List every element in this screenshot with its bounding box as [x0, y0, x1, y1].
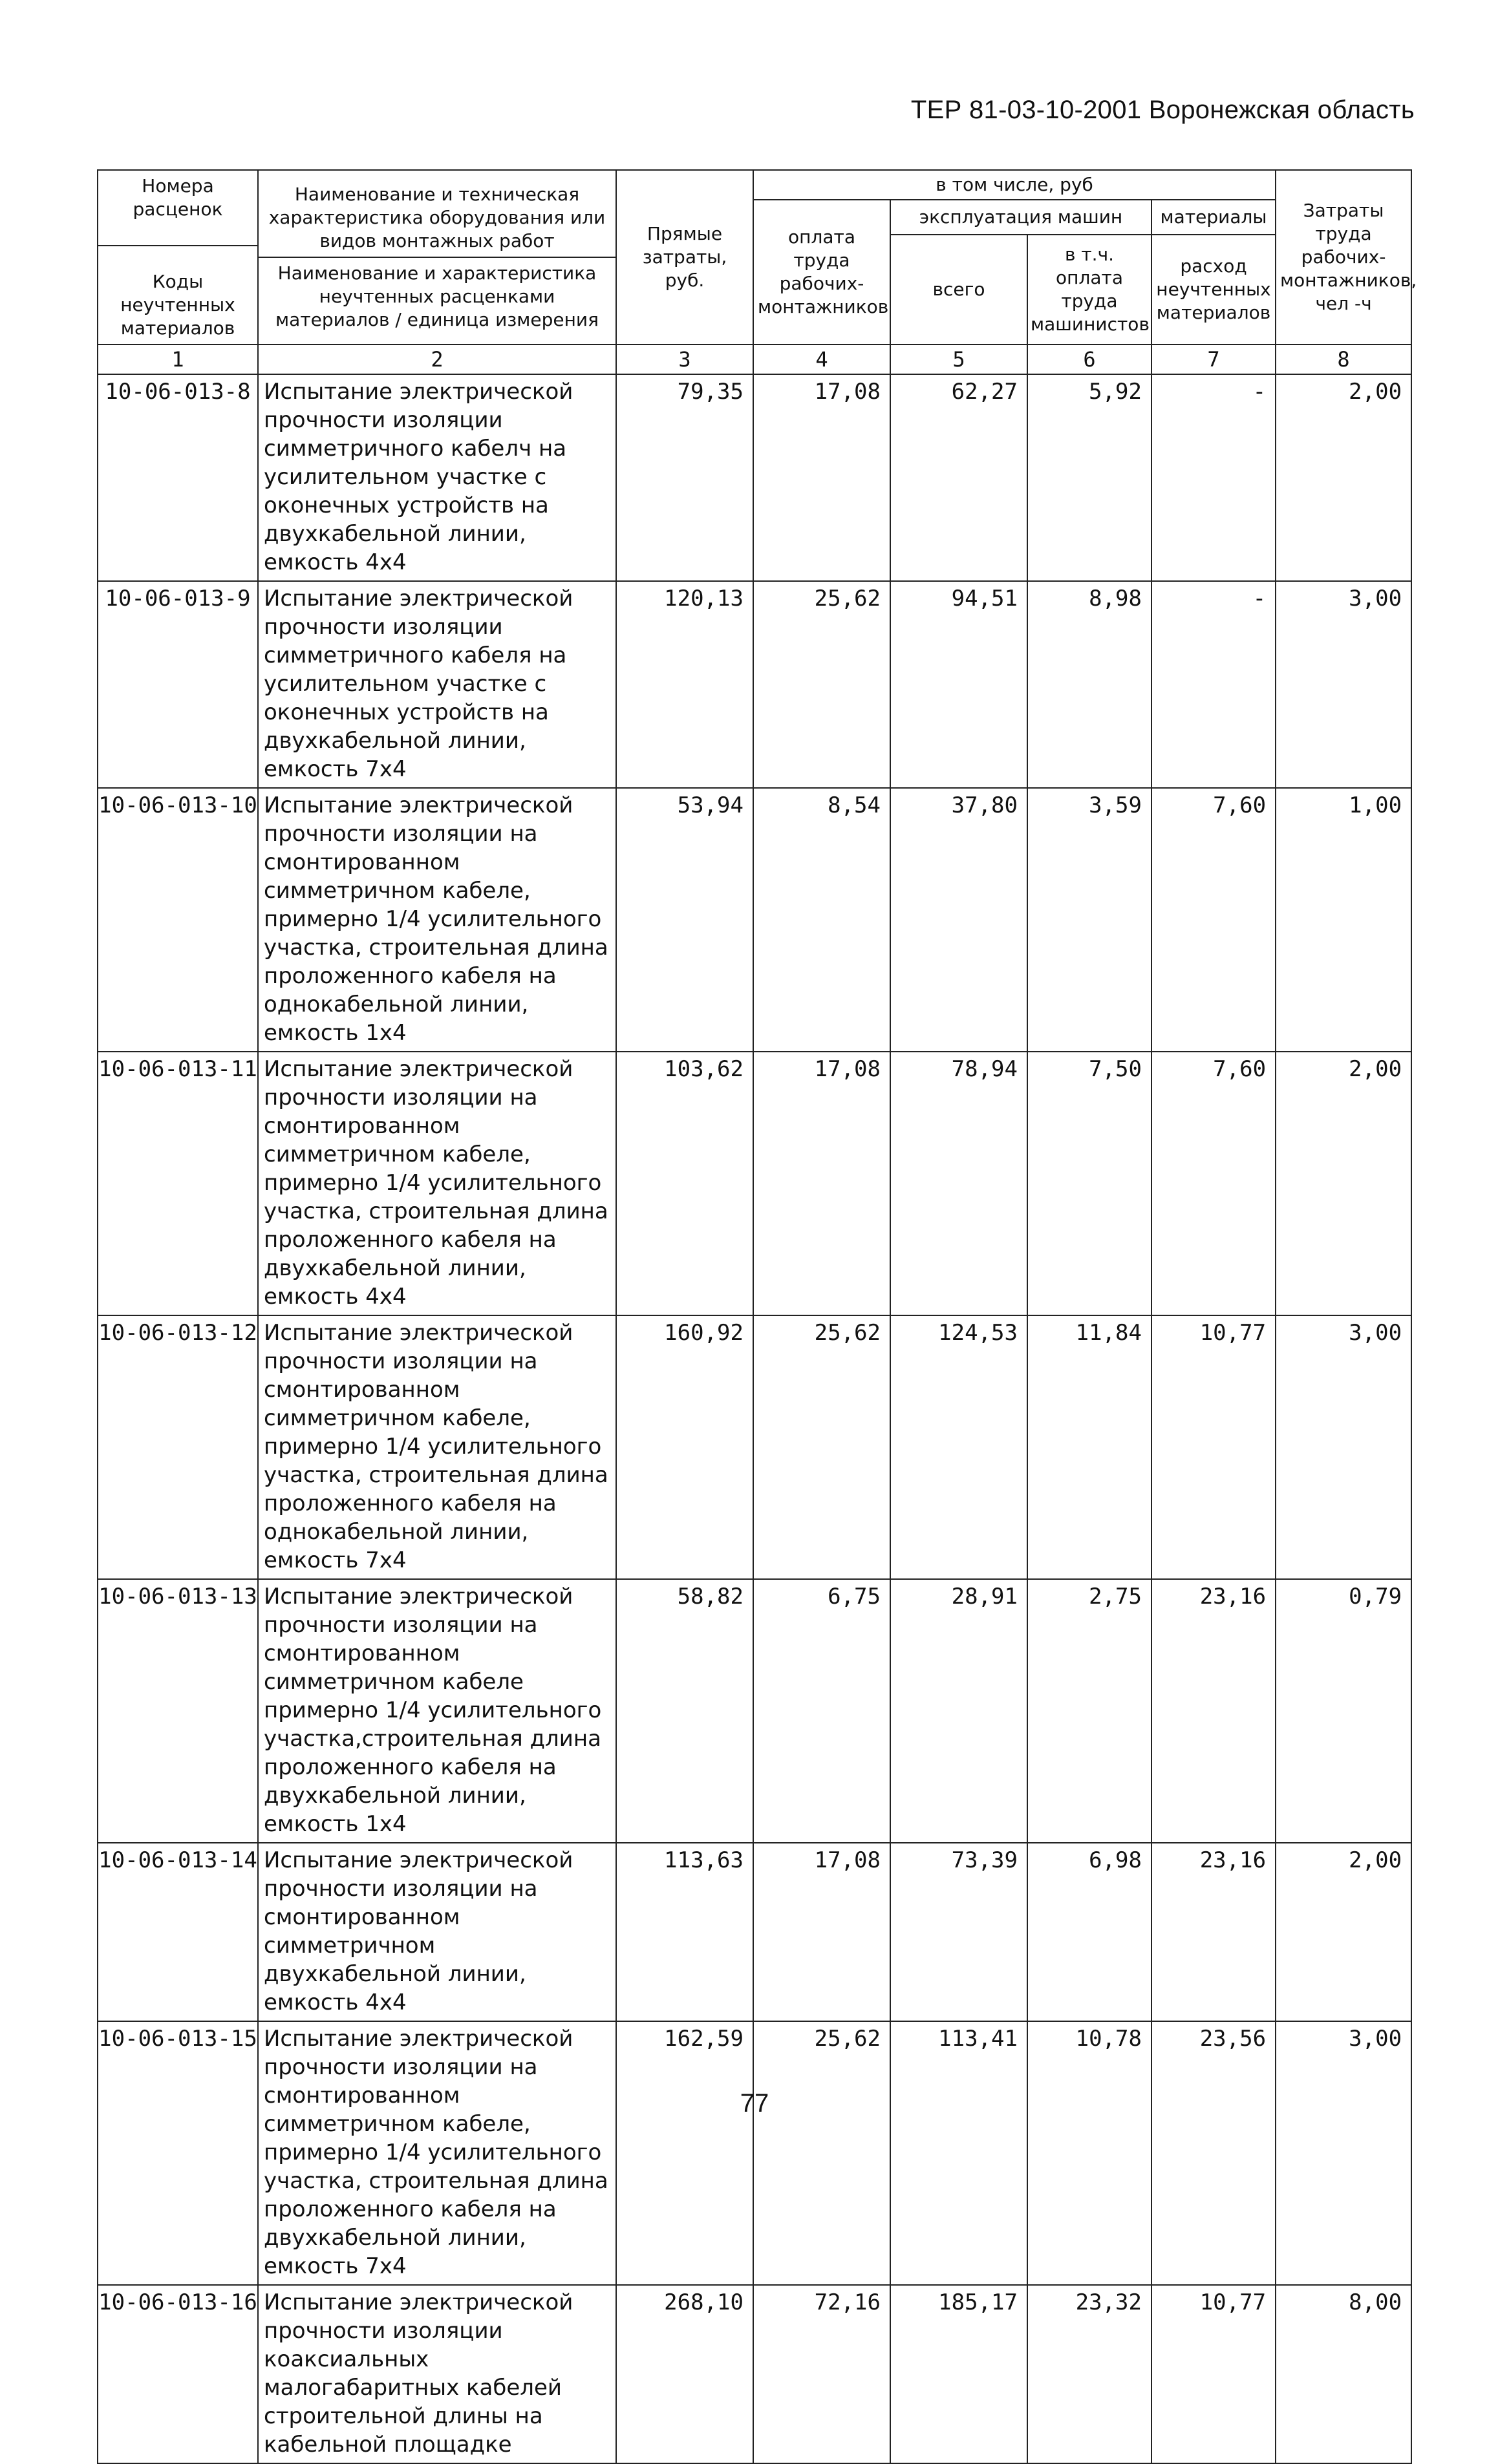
col-header-name-bottom: Наименование и характеристика неучтенных расценками материалов / единица измерения: [275, 262, 599, 330]
machinist-pay-value: 8,98: [1027, 581, 1151, 788]
labor-hours-value: 2,00: [1276, 374, 1411, 581]
col-number: 7: [1151, 345, 1276, 374]
machine-total-value: 62,27: [890, 374, 1027, 581]
table-row: [98, 1052, 1411, 1315]
table-row: [98, 788, 1411, 1052]
machinist-pay-value: 10,78: [1027, 2021, 1151, 2285]
labor-hours-value: 1,00: [1276, 788, 1411, 1052]
direct-costs-value: 58,82: [616, 1579, 753, 1843]
machine-total-value: 37,80: [890, 788, 1027, 1052]
table-row: [98, 1315, 1411, 1579]
rate-code: 10-06-013-8: [98, 374, 258, 581]
labor-hours-value: 0,79: [1276, 1579, 1411, 1843]
rate-code: 10-06-013-10: [98, 788, 258, 1052]
machinist-pay-value: 23,32: [1027, 2285, 1151, 2463]
col-number: 5: [890, 345, 1027, 374]
work-name: Испытание электрической прочности изоляции симметричного кабеля на усилительном участке с оконечных устройств на двухкабельной линии, емкость 7х4: [258, 581, 616, 788]
col-header-unaccounted-materials: расход неучтенных материалов: [1151, 235, 1276, 345]
machine-total-value: 124,53: [890, 1315, 1027, 1579]
col-header-labor-costs: Затраты труда рабочих-монтажников, чел -ч: [1276, 170, 1411, 345]
col-number: 3: [616, 345, 753, 374]
labor-hours-value: 3,00: [1276, 2021, 1411, 2285]
direct-costs-value: 120,13: [616, 581, 753, 788]
col-header-materials: материалы: [1151, 200, 1276, 235]
rate-code: 10-06-013-14: [98, 1843, 258, 2021]
col-header-name-top: Наименование и техническая характеристика оборудования или видов монтажных работ: [268, 184, 606, 251]
document-header-title: ТЕР 81-03-10-2001 Воронежская область: [910, 96, 1415, 124]
machinist-pay-value: 7,50: [1027, 1052, 1151, 1315]
col-header-including: в том числе, руб: [753, 170, 1276, 200]
col-header-machine-ops: эксплуатация машин: [890, 200, 1151, 235]
col-header-total: всего: [890, 235, 1027, 345]
rate-code: 10-06-013-15: [98, 2021, 258, 2285]
machinist-pay-value: 2,75: [1027, 1579, 1151, 1843]
work-name: Испытание электрической прочности изоляции на смонтированном симметричном двухкабельной линии, емкость 4х4: [258, 1843, 616, 2021]
machine-total-value: 113,41: [890, 2021, 1027, 2285]
rate-code: 10-06-013-9: [98, 581, 258, 788]
rate-code: 10-06-013-13: [98, 1579, 258, 1843]
work-name: Испытание электрической прочности изоляции на смонтированном симметричном кабеле, примерно 1/4 усилительного участка, строительная длина проложенного кабеля на двухкабельной линии, емкость 7х4: [258, 2021, 616, 2285]
machine-total-value: 185,17: [890, 2285, 1027, 2463]
machine-total-value: 78,94: [890, 1052, 1027, 1315]
labor-hours-value: 2,00: [1276, 1843, 1411, 2021]
table-row: [98, 2021, 1411, 2285]
table-row: [98, 581, 1411, 788]
table-row: [98, 2285, 1411, 2463]
labor-hours-value: 8,00: [1276, 2285, 1411, 2463]
machinist-pay-value: 3,59: [1027, 788, 1151, 1052]
col-number: 4: [753, 345, 890, 374]
col-number: 8: [1276, 345, 1411, 374]
direct-costs-value: 268,10: [616, 2285, 753, 2463]
labor-pay-value: 8,54: [753, 788, 890, 1052]
materials-value: 23,16: [1151, 1843, 1276, 2021]
col-header-material-codes: Коды неучтенных материалов: [120, 271, 235, 339]
labor-pay-value: 25,62: [753, 1315, 890, 1579]
col-number: 2: [258, 345, 616, 374]
machine-total-value: 94,51: [890, 581, 1027, 788]
work-name: Испытание электрической прочности изоляции на смонтированном симметричном кабеле, примерно 1/4 усилительного участка, строительная длина проложенного кабеля на однокабельной линии, емкость 1х4: [258, 788, 616, 1052]
direct-costs-value: 79,35: [616, 374, 753, 581]
materials-value: 7,60: [1151, 788, 1276, 1052]
labor-pay-value: 72,16: [753, 2285, 890, 2463]
col-header-rate-codes: [98, 170, 258, 345]
labor-pay-value: 25,62: [753, 581, 890, 788]
col-number: 1: [98, 345, 258, 374]
work-name: Испытание электрической прочности изоляции коаксиальных малогабаритных кабелей строительной длины на кабельной площадке: [258, 2285, 616, 2463]
col-header-labor-pay: оплата труда рабочих-монтажников: [753, 200, 890, 345]
col-header-name: [258, 170, 616, 345]
page-number: 77: [740, 2089, 769, 2118]
machine-total-value: 73,39: [890, 1843, 1027, 2021]
labor-hours-value: 3,00: [1276, 1315, 1411, 1579]
direct-costs-value: 160,92: [616, 1315, 753, 1579]
materials-value: 23,56: [1151, 2021, 1276, 2285]
direct-costs-value: 103,62: [616, 1052, 753, 1315]
materials-value: 10,77: [1151, 2285, 1276, 2463]
machinist-pay-value: 11,84: [1027, 1315, 1151, 1579]
direct-costs-value: 53,94: [616, 788, 753, 1052]
labor-pay-value: 17,08: [753, 374, 890, 581]
machine-total-value: 28,91: [890, 1579, 1027, 1843]
table-row: [98, 374, 1411, 581]
table-row: [98, 1843, 1411, 2021]
col-header-direct-costs: Прямые затраты, руб.: [616, 170, 753, 345]
materials-value: 23,16: [1151, 1579, 1276, 1843]
labor-hours-value: 2,00: [1276, 1052, 1411, 1315]
work-name: Испытание электрической прочности изоляции на смонтированном симметричном кабеле примерно 1/4 усилительного участка,строительная длина проложенного кабеля на двухкабельной линии, емкость 1х4: [258, 1579, 616, 1843]
materials-value: 7,60: [1151, 1052, 1276, 1315]
rate-code: 10-06-013-11: [98, 1052, 258, 1315]
col-header-machinist-pay: в т.ч. оплата труда машинистов: [1027, 235, 1151, 345]
materials-value: 10,77: [1151, 1315, 1276, 1579]
labor-pay-value: 17,08: [753, 1052, 890, 1315]
rates-table: [97, 169, 1417, 2464]
materials-value: -: [1151, 581, 1276, 788]
labor-hours-value: 3,00: [1276, 581, 1411, 788]
labor-pay-value: 17,08: [753, 1843, 890, 2021]
machinist-pay-value: 5,92: [1027, 374, 1151, 581]
machinist-pay-value: 6,98: [1027, 1843, 1151, 2021]
work-name: Испытание электрической прочности изоляции симметричного кабелч на усилительном участке с оконечных устройств на двухкабельной линии, емкость 4х4: [258, 374, 616, 581]
materials-value: -: [1151, 374, 1276, 581]
work-name: Испытание электрической прочности изоляции на смонтированном симметричном кабеле, примерно 1/4 усилительного участка, строительная длина проложенного кабеля на двухкабельной линии, емкость 4х4: [258, 1052, 616, 1315]
rate-code: 10-06-013-16: [98, 2285, 258, 2463]
rate-code: 10-06-013-12: [98, 1315, 258, 1579]
labor-pay-value: 6,75: [753, 1579, 890, 1843]
col-number: 6: [1027, 345, 1151, 374]
direct-costs-value: 162,59: [616, 2021, 753, 2285]
col-header-rate-number: Номера расценок: [133, 175, 223, 220]
table-row: [98, 1579, 1411, 1843]
work-name: Испытание электрической прочности изоляции на смонтированном симметричном кабеле, примерно 1/4 усилительного участка, строительная длина проложенного кабеля на однокабельной линии, емкость 7х4: [258, 1315, 616, 1579]
labor-pay-value: 25,62: [753, 2021, 890, 2285]
direct-costs-value: 113,63: [616, 1843, 753, 2021]
